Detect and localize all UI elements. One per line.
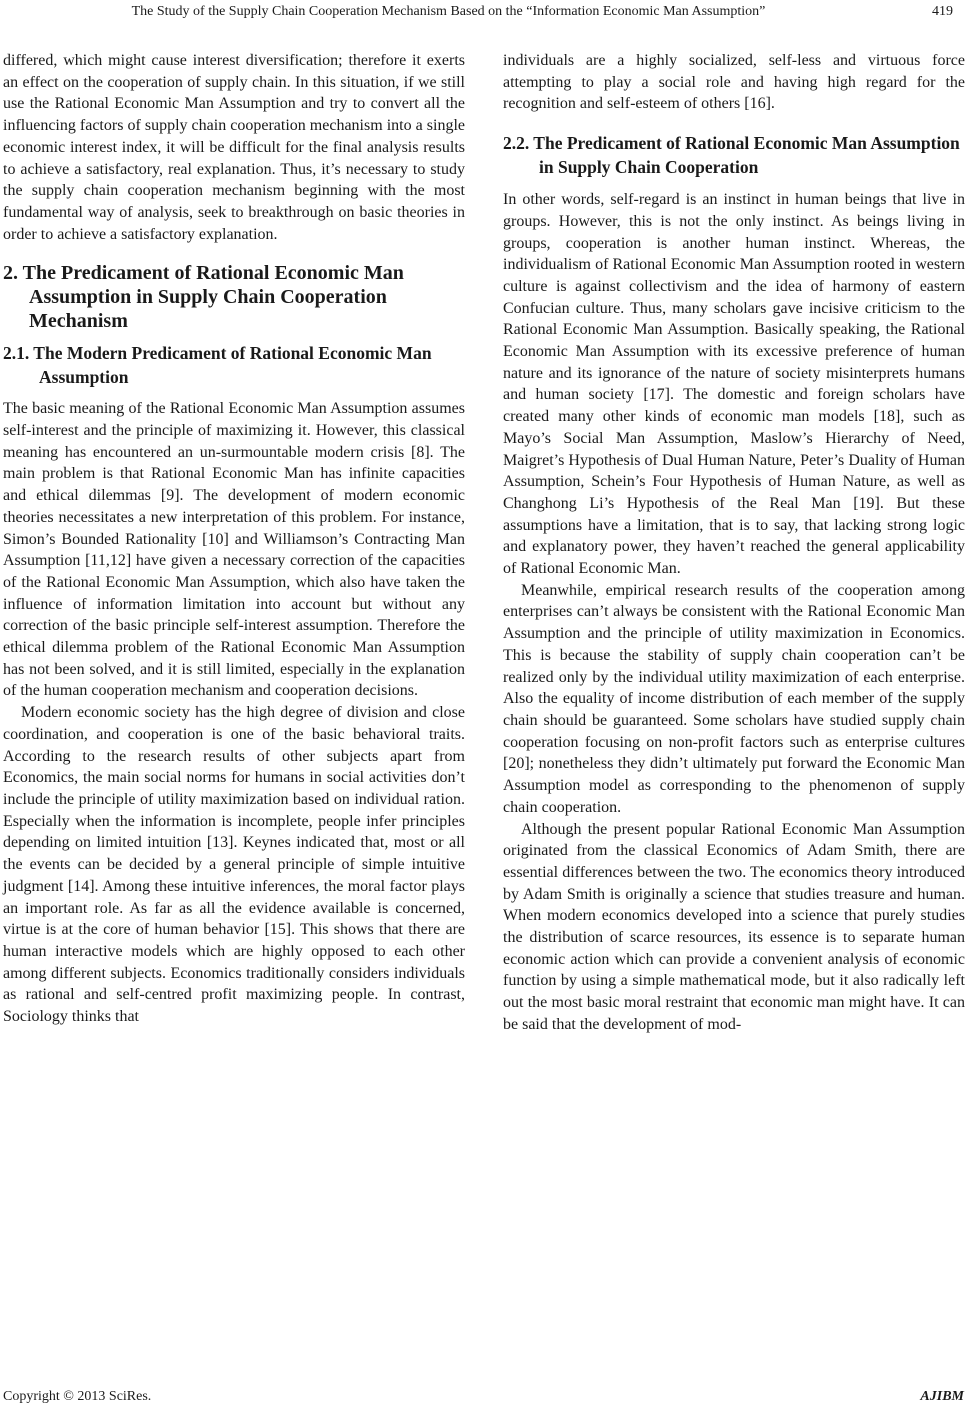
section-2-heading: 2. The Predicament of Rational Economic Man Assumption in Supply Chain Cooperation Mechanism — [3, 262, 404, 333]
continued-paragraph: individuals are a highly socialized, self-less and virtuous force attempting to play a social role and having high regard for the recognition and self-esteem of others [16]. — [503, 52, 965, 113]
section-2-1-heading: 2.1. The Modern Predicament of Rational Economic Man Assumption — [3, 343, 432, 388]
copyright-notice: Copyright © 2013 SciRes. — [3, 1389, 152, 1404]
right-column — [503, 50, 965, 1036]
section-2-2-paragraph-3: Although the present popular Rational Economic Man Assumption originated from the classical Economics of Adam Smith, there are essential differences between the two. The economics theory introduced by Adam Smith is originally a science that studies treasure and human. When modern economics developed into a science that purely studies the distribution of scarce resources, its essence is to separate human economic action which can provide a convenient analysis of economic function by using a simple mathematical mode, but it also radically left out the most basic moral restraint that economic man might have. It can be said that the development of mod- — [503, 820, 965, 1033]
page-number: 419 — [932, 4, 953, 19]
section-2-2-paragraph-2: Meanwhile, empirical research results of the cooperation among enterprises can’t always be consistent with the Rational Economic Man Assumption and the principle of utility maximization in Economics. This is because the stability of supply chain cooperation can’t be realized only by the individual utility maximization of each enterprise. Also the equality of income distribution of each member of the supply chain should be guaranteed. Some scholars have studied supply chain cooperation focusing on non-profit factors such as enterprise cultures [20]; nonetheless they didn’t ultimately put forward the Economic Man Assumption model as corresponding to the phenomenon of supply chain cooperation. — [503, 581, 965, 816]
section-2-2-heading: 2.2. The Predicament of Rational Economic Man Assumption in Supply Chain Cooperation — [503, 133, 960, 178]
section-2-2-paragraph-1: In other words, self-regard is an instinct in human beings that live in groups. However, this is not the only instinct. As beings living in groups, cooperation is another human instinct. Whereas, the individualism of Rational Economic Man Assumption rooted in western culture is against collectivism and the idea of harmony of eastern Confucian culture. Thus, many scholars gave incisive criticism to the Rational Economic Man Assumption. Basically speaking, the Rational Economic Man Assumption with its excessive preference of human nature and its ignorance of the nature of society misinterprets humans and human society [17]. The domestic and foreign scholars have created many other kinds of economic man models [18], such as Mayo’s Social Man Assumption, Maslow’s Hierarchy of Need, Maigret’s Hypothesis of Dual Human Nature, Peter’s Duality of Human Assumption, Schein’s Four Hypothesis of Human Nature, as well as Changhong Li’s Hypothesis of the Real Man [19]. But these assumptions have a limitation, that is to say, that lacking strong logic and explanatory power, they haven’t reached the general applicability of Rational Economic Man. — [503, 191, 965, 578]
page-footer — [0, 1387, 967, 1409]
section-2-1-paragraph-2: Modern economic society has the high degree of division and close coordination, and cooperation is one of the basic behavioral traits. According to the research results of other subjects apart from Economics, the main social norms for humans in social activities don’t include the principle of utility maximization based on individual ration. Especially when the information is incomplete, people infer principles depending on limited intuition [13]. Keynes indicated that, most or all the events can be decided by a general principle of simple intuitive judgment [14]. Among these intuitive inferences, the moral factor plays an important role. As far as all the evidence available is concerned, virtue is at the core of human behavior [15]. This shows that there are human interactive models which are highly opposed to each other among different subjects. Economics traditionally considers individuals as rational and self-centred profit maximizing people. In contrast, Sociology thinks that — [3, 704, 465, 1026]
intro-paragraph: differed, which might cause interest diversification; therefore it exerts an effect on the cooperation of supply chain. In this situation, if we still use the Rational Economic Man Assumption and try to convert all the influencing factors of supply chain cooperation mechanism into a single economic interest index, it will be difficult for the final analysis results to achieve a satisfactory, real explanation. Thus, it’s necessary to study the supply chain cooperation mechanism beginning with the most fundamental way of analysis, seek to breakthrough on basic theories in order to achieve a satisfactory explanation. — [3, 52, 465, 243]
section-2-1-paragraph-1: The basic meaning of the Rational Economic Man Assumption assumes self-interest and the principle of maximizing it. However, this classical meaning has encountered an un-surmountable modern crisis [8]. The main problem is that Rational Economic Man has infinite capacities and ethical dilemmas [9]. The development of modern economic theories necessitates a new interpretation of this problem. For instance, Simon’s Bounded Rationality [10] and Williamson’s Contracting Man Assumption [11,12] have given a necessary correction of the capacities of the Rational Economic Man Assumption, which also have taken the influence of information limitation into account but without any correction of the basic principle self-interest assumption. Therefore the ethical dilemma problem of the Rational Economic Man Assumption has not been solved, and it is still limited, especially in the explanation of the human cooperation mechanism and cooperation decisions. — [3, 400, 465, 700]
journal-abbreviation: AJIBM — [920, 1389, 964, 1404]
left-column — [3, 50, 465, 1028]
running-head — [0, 2, 967, 24]
running-title: The Study of the Supply Chain Cooperation Mechanism Based on the “Information Economic Man Assumption” — [131, 4, 766, 19]
